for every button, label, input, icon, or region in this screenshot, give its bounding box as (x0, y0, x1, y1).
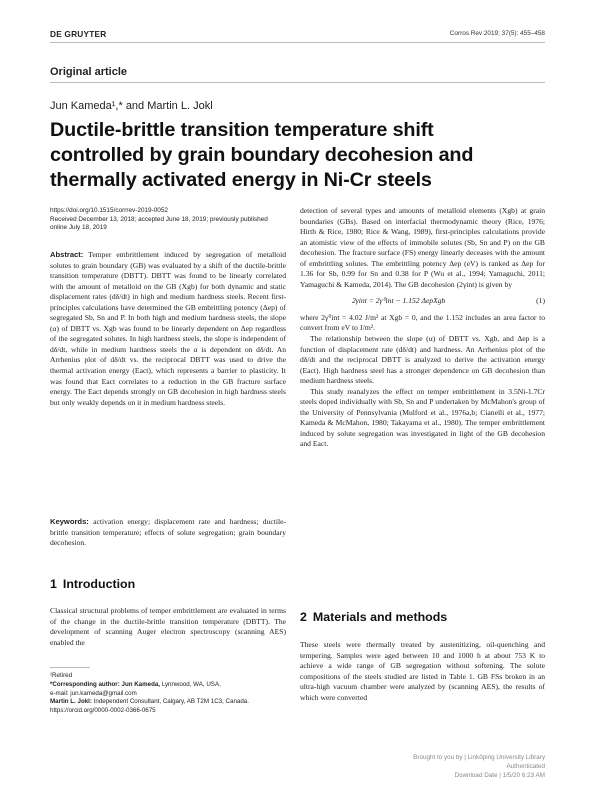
paragraph-relationship: The relationship between the slope (α) of DBTT vs. Xgb, and Δep is a function of displacement rate (dδ/dt) and hardness. An Arrhenius plot of the dδ/dt and the reciprocal DBTT is analyzed to derive the activation energy (Eact). High hardness steel has a stronger dependence on GB decohesion than medium hardness steels. (300, 334, 545, 386)
equation-body: 2γint = 2γ⁰int − 1.152 ΔepXgb (352, 296, 446, 306)
section-title: Introduction (62, 577, 136, 591)
second-author-details: Independent Consultant, Calgary, AB T2M 1C3, Canada. https://orcid.org/0000-0002-0366-0675 (50, 698, 249, 714)
article-type: Original article (50, 66, 128, 78)
paragraph-study-scope: This study reanalyzes the effect on temper embrittlement in 3.5Ni-1.7Cr steels doped individually with Sb, Sn and P undertaken by McMahon's group of the University of Pennsylvania (Mulford et al., 1976a,b; Cianelli et al., 1977; Kameda & McMahon, 1980; Takayama et al., 1980). The temper embrittlement induced by solute segregation was investigated in light of the GB decohesion and Eact. (300, 386, 545, 449)
section-number: 1 (50, 577, 57, 591)
author-list: Jun Kameda¹,* and Martin L. Jokl (50, 100, 213, 112)
keywords-label: Keywords: (50, 517, 89, 526)
publisher-name: DE GRUYTER (50, 29, 107, 39)
keywords-block (50, 517, 286, 549)
equation-number: (1) (536, 296, 545, 306)
download-date: Download Date | 1/5/20 6:23 AM (454, 772, 545, 780)
download-stamp (345, 753, 545, 781)
keywords-text: activation energy; displacement rate and hardness; ductile-brittle transition temperature; effects of solute segregation; grain boundary decohesion. (50, 517, 287, 548)
download-authenticated: Authenticated (506, 763, 545, 771)
type-divider (50, 82, 545, 83)
equation-1 (300, 290, 545, 313)
abstract-text: Temper embrittlement induced by segregation of metalloid solutes to grain boundary (GB) was evaluated by a shift of the ductile-brittle transition temperature (DBTT). DBTT was found to be linearly correlated with the amount of metalloid on the GB (Xgb) for both dynamic and static displacement rates (dδ/dt) in high and medium hardness steels. Recent first-principles calculations have determined the GB embrittling potency (Δep) of segregated Sb, Sn and P. In both high and medium hardness steels, the slope (α) of DBTT vs. Xgb was found to be linearly dependent on Δep regardless of the segregated solutes. In high hardness steels, the slope is independent of dδ/dt, while in medium hardness steels the α is dependent on dδ/dt. An Arrhenius plot of dδ/dt vs. the reciprocal DBTT was used to drive the thermal activation energy (Eact), which represents a barrier to plasticity. It was found that Eact correlates to a reduction in the GB fracture surface energy. The Eact depends strongly on GB decohesion in high hardness steels but only weakly depends on it in medium hardness steels. (50, 250, 286, 407)
footnote-divider (50, 667, 90, 668)
header-divider (50, 42, 545, 43)
second-author-label: Martin L. Jokl: (50, 698, 92, 706)
footnotes (50, 672, 286, 716)
paragraph-intro-continued: detection of several types and amounts of metalloid elements (Xgb) at grain boundaries (GBs). Based on interfacial thermodynamic theory (Rice, 1976; Hirth & Rice, 1980; Rice & Wang, 1989), first-principles calculations provide an atomistic view of the effects of immobile solutes (Sb, Sn and P) on the GB decohesion. The fracture surface (FS) energy linearly deceases with the amount of embrittling solutes. The embrittling potency Δep (eV) is ranked as Δep for 1.36 for Sb, 0.99 for Sn and 0.38 for P (Wu et al., 1994; Yamaguchi, 2011; Yamaguchi & Kameda, 2014). The GB decohesion (2γint) is given by (300, 206, 545, 289)
article-meta (50, 207, 286, 233)
corresponding-address: Lynnwood, WA, USA, (161, 680, 221, 688)
section-number: 2 (300, 610, 307, 624)
doi-link[interactable]: https://doi.org/10.1515/corrrev-2019-0052 (50, 207, 168, 214)
paragraph-equation-explanation: where 2γ⁰int = 4.02 J/m² at Xgb = 0, and the 1.152 includes an area factor to convert from eV to J/m². (300, 312, 545, 333)
materials-paragraph: These steels were thermally treated by austenitizing, oil-quenching and tempering. Samples were aged between 10 and 1000 h at about 753 K to achieve a wide range of GB segregation without softening. The solute compositions of the steels studied are listed in Table 1. GB FSs broken in an ultra-high vacuum chamber were analyzed by (scanning AES), the results of which were converted (300, 640, 545, 702)
abstract-label: Abstract: (50, 250, 84, 259)
affiliation-note: ¹Retired (50, 672, 73, 679)
right-column-text (300, 206, 545, 450)
section-heading-introduction (50, 577, 141, 591)
corresponding-email[interactable]: e-mail: jun.kameda@gmail.com (50, 689, 137, 697)
section-heading-materials (300, 610, 453, 624)
download-institution: Brought to you by | Linköping University Library (413, 754, 545, 761)
journal-citation: Corros Rev 2019; 37(5): 455–458 (449, 30, 545, 37)
materials-text (300, 640, 545, 703)
article-title: Ductile-brittle transition temperature shift controlled by grain boundary decohesion and thermally activated energy in Ni-Cr steels (50, 119, 474, 191)
publication-dates: Received December 13, 2018; accepted June 18, 2019; previously published online July 18, 2019 (50, 215, 268, 232)
introduction-paragraph: Classical structural problems of temper embrittlement are evaluated in terms of the change in the ductile-brittle transition temperature (DBTT). The development of scanning Auger electron spectroscopy (scanning AES) enabled the (50, 606, 286, 647)
introduction-text (50, 606, 286, 648)
section-title: Materials and methods (312, 610, 448, 624)
corresponding-label: *Corresponding author: Jun Kameda, (50, 680, 161, 688)
abstract-block (50, 250, 286, 408)
